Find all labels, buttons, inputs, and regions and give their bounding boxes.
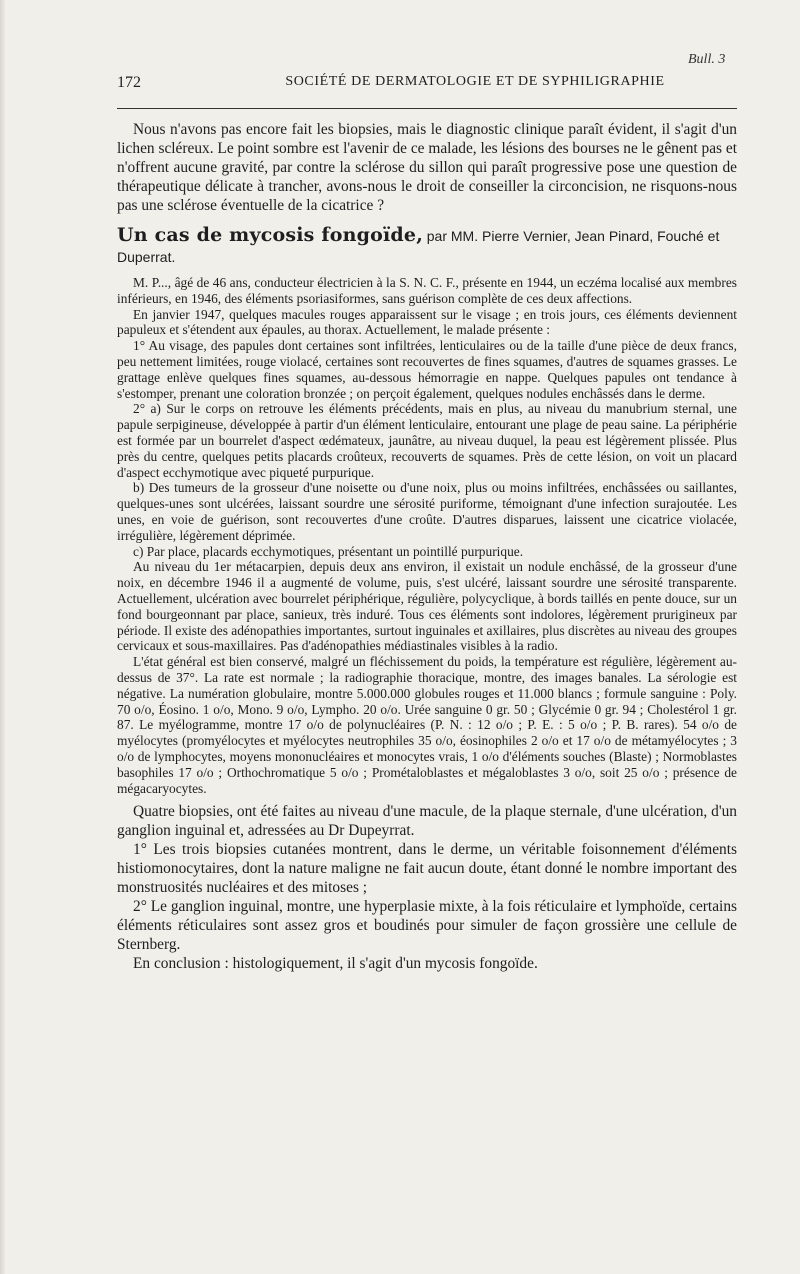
case-paragraph: b) Des tumeurs de la grosseur d'une noisette ou d'une noix, plus ou moins infiltrées, enchâssées ou saillantes, quelques-unes sont ulcérées, laissant sourdre une sérosité puriforme, témoignant d'une infection surajoutée. Les unes, en voie de guérison, sont recouvertes d'une croûte. D'autres disparues, laissent une cicatrice violacée, irrégulière, légèrement déprimée. (117, 480, 737, 543)
case-report (117, 275, 737, 796)
page-header (117, 74, 737, 96)
page-number: 172 (117, 74, 141, 91)
case-paragraph: L'état général est bien conservé, malgré un fléchissement du poids, la température est régulière, légèrement au-dessus de 37°. La rate est normale ; la radiographie thoracique, montre, des images banales. La sérologie est négative. La numération globulaire, montre 5.000.000 globules rouges et 11.000 blancs ; formule sanguine : Poly. 70 o/o, Éosino. 1 o/o, Mono. 9 o/o, Lympho. 20 o/o. Urée sanguine 0 gr. 50 ; Glycémie 0 gr. 94 ; Cholestérol 1 gr. 87. Le myélogramme, montre 17 o/o de polynucléaires (P. N. : 12 o/o ; P. E. : 5 o/o ; P. B. rares). 54 o/o de myélocytes (promyélocytes et myélocytes neutrophiles 35 o/o, éosinophiles 2 o/o et 17 o/o de métamyélocytes ; 3 o/o de lymphocytes, moyens mononucléaires et monocytes vrais, 1 o/o d'éléments souches (Blaste) ; Normoblastes basophiles 17 o/o ; Orthochromatique 5 o/o ; Prométaloblastes et mégaloblastes 3 o/o, soit 25 o/o ; présence de mégacaryocytes. (117, 654, 737, 796)
histology-paragraph: Quatre biopsies, ont été faites au niveau d'une macule, de la plaque sternale, d'une ulcération, d'un ganglion inguinal et, adressées au Dr Dupeyrrat. (117, 803, 737, 840)
bulletin-mark: Bull. 3 (688, 52, 726, 67)
histology-paragraph: 2° Le ganglion inguinal, montre, une hyperplasie mixte, à la fois réticulaire et lymphoïde, certains éléments réticulaires sont assez gros et boudinés pour simuler de façon grossière une cellule de Sternberg. (117, 898, 737, 954)
article-heading (117, 225, 737, 268)
article-title: Un cas de mycosis fongoïde, (117, 224, 424, 246)
histology-paragraph: 1° Les trois biopsies cutanées montrent, dans le derme, un véritable foisonnement d'éléments histiomonocytaires, dont la nature maligne ne fait aucun doute, étant donné le nombre important des monstruosités nucléaires et des mitoses ; (117, 841, 737, 897)
header-rule (117, 108, 737, 109)
scan-edge (0, 0, 6, 1274)
case-paragraph: M. P..., âgé de 46 ans, conducteur électricien à la S. N. C. F., présente en 1944, un eczéma localisé aux membres inférieurs, en 1946, des éléments psoriasiformes, sans guérison complète de ces deux affections. (117, 275, 737, 306)
intro-paragraph: Nous n'avons pas encore fait les biopsies, mais le diagnostic clinique paraît évident, il s'agit d'un lichen scléreux. Le point sombre est l'avenir de ce malade, les lésions des bourses ne le gênent pas et n'offrent aucune gravité, par contre la sclérose du sillon qui paraît progressive pose une question de thérapeutique délicate à trancher, avons-nous le droit de conseiller la circoncision, ne risquons-nous pas une sclérose éventuelle de la cicatrice ? (117, 121, 737, 214)
page-body (117, 120, 737, 973)
case-paragraph: c) Par place, placards ecchymotiques, présentant un pointillé purpurique. (133, 543, 524, 559)
histology-section (117, 802, 737, 973)
article-authors: par MM. Pierre Vernier, Jean Pinard, Fouché et Duperrat. (117, 228, 720, 265)
case-paragraph: 1° Au visage, des papules dont certaines sont infiltrées, lenticulaires ou de la taille d'une pièce de deux francs, peu nettement limitées, rouge violacé, certaines sont recouvertes de fines squames, d'autres de squames grasses. Le grattage enlève quelques fines squames, au-dessous hémorragie en nappe. Quelques papules ont tendance à s'estomper, prenant une coloration bronzée ; on perçoit également, quelques nodules enchâssés dans le derme. (117, 338, 737, 401)
case-paragraph: 2° a) Sur le corps on retrouve les éléments précédents, mais en plus, au niveau du manubrium sternal, une papule serpigineuse, développée à partir d'un élément lenticulaire, entourant une plage de peau saine. La périphérie est formée par un bourrelet d'aspect œdémateux, jaunâtre, au niveau duquel, la peau est légèrement plissée. Plus près du centre, quelques petits placards croûteux, recouverts de squames. Près de cette lésion, on voit un placard d'aspect ecchymotique avec piqueté purpurique. (117, 401, 737, 480)
case-paragraph: Au niveau du 1er métacarpien, depuis deux ans environ, il existait un nodule enchâssé, de la grosseur d'une noix, en décembre 1946 il a augmenté de volume, puis, s'est ulcéré, laissant sourdre une sérosité transparente. Actuellement, ulcération avec bourrelet périphérique, régulière, polycyclique, à bords taillés en pente douce, sur un fond bourgeonnant par place, sanieux, très induré. Tous ces éléments sont indolores, légèrement prurigineux par période. Il existe des adénopathies importantes, surtout inguinales et axillaires, plus discrètes au niveau des groupes cervicaux et sous-maxillaires. Pas d'adénopathies médiastinales visibles à la radio. (117, 559, 737, 654)
running-title: SOCIÉTÉ DE DERMATOLOGIE ET DE SYPHILIGRAPHIE (285, 74, 665, 89)
case-paragraph: En janvier 1947, quelques macules rouges apparaissent sur le visage ; en trois jours, ces éléments deviennent papuleux et s'étendent aux épaules, au thorax. Actuellement, le malade présente : (117, 306, 737, 338)
conclusion-paragraph: En conclusion : histologiquement, il s'agit d'un mycosis fongoïde. (133, 955, 538, 973)
